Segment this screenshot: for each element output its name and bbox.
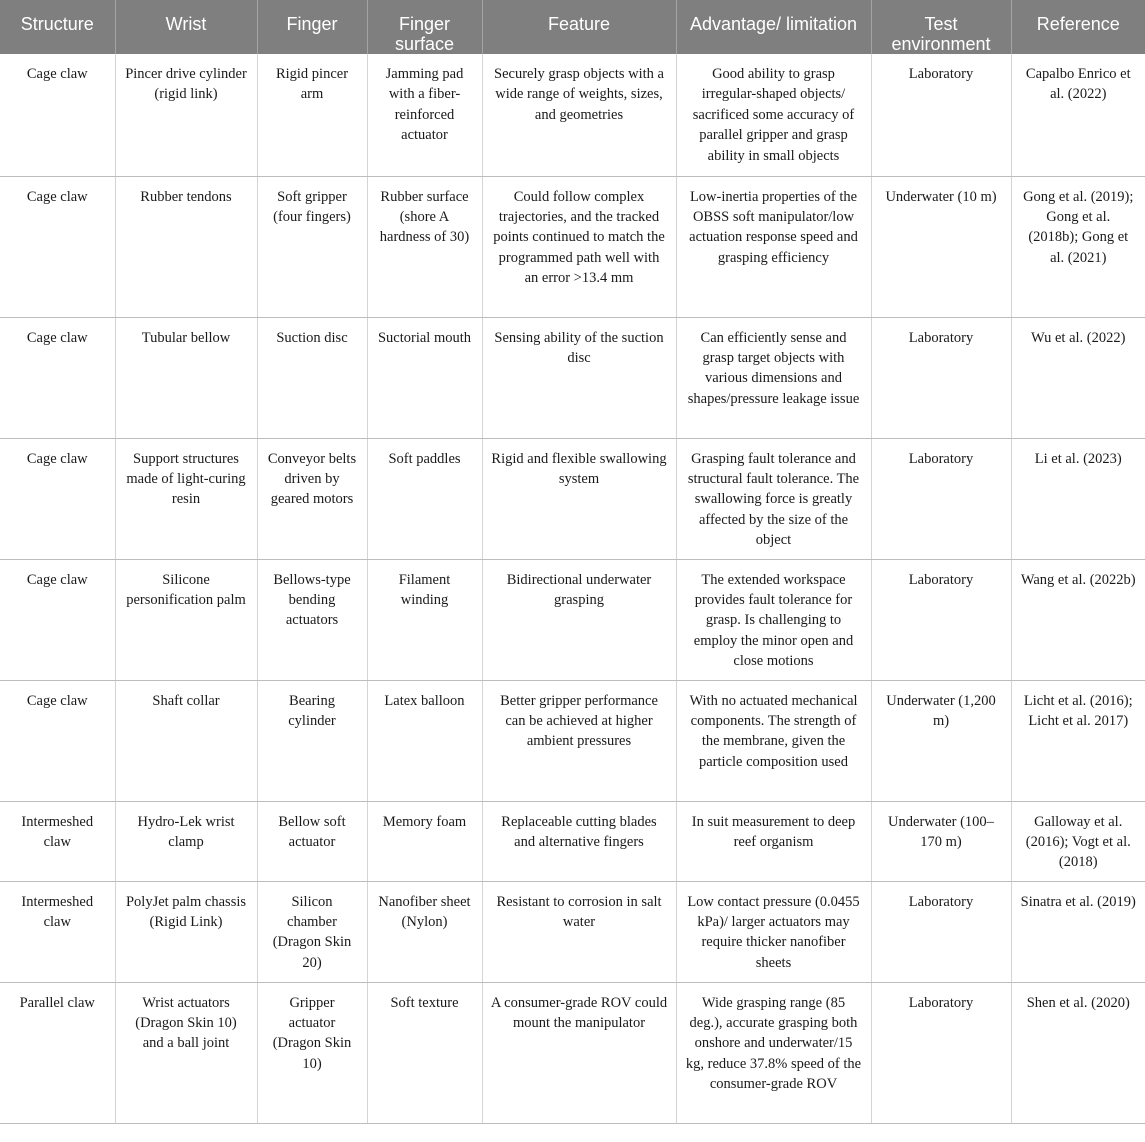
cell-wrist: Rubber tendons <box>115 176 257 317</box>
table-row <box>0 982 1145 1123</box>
cell-finger: Bellow soft actuator <box>257 801 367 881</box>
cell-finger: Rigid pincer arm <box>257 54 367 176</box>
cell-finger-surface: Latex balloon <box>367 680 482 801</box>
header-structure: Structure <box>0 0 115 54</box>
cell-finger: Bellows-type bending actuators <box>257 559 367 680</box>
cell-finger: Conveyor belts driven by geared motors <box>257 438 367 559</box>
cell-reference: Wu et al. (2022) <box>1011 317 1145 438</box>
header-advantage-limitation: Advantage/ limitation <box>676 0 871 54</box>
table-header <box>0 0 1145 54</box>
cell-finger-surface: Suctorial mouth <box>367 317 482 438</box>
table-row <box>0 680 1145 801</box>
header-finger: Finger <box>257 0 367 54</box>
cell-finger: Gripper actuator (Dragon Skin 10) <box>257 982 367 1123</box>
table-row <box>0 176 1145 317</box>
header-reference: Reference <box>1011 0 1145 54</box>
cell-finger-surface: Memory foam <box>367 801 482 881</box>
cell-wrist: Wrist actuators (Dragon Skin 10) and a ball joint <box>115 982 257 1123</box>
cell-reference: Gong et al. (2019); Gong et al. (2018b); Gong et al. (2021) <box>1011 176 1145 317</box>
cell-structure: Cage claw <box>0 559 115 680</box>
cell-test-environment: Underwater (1,200 m) <box>871 680 1011 801</box>
cell-finger: Silicon chamber (Dragon Skin 20) <box>257 881 367 982</box>
cell-structure: Cage claw <box>0 438 115 559</box>
cell-reference: Shen et al. (2020) <box>1011 982 1145 1123</box>
cell-finger-surface: Filament winding <box>367 559 482 680</box>
cell-wrist: Support structures made of light-curing resin <box>115 438 257 559</box>
cell-advantage-limitation: Wide grasping range (85 deg.), accurate grasping both onshore and underwater/15 kg, reduce 37.8% speed of the consumer-grade ROV <box>676 982 871 1123</box>
cell-reference: Capalbo Enrico et al. (2022) <box>1011 54 1145 176</box>
cell-advantage-limitation: With no actuated mechanical components. The strength of the membrane, given the particle composition used <box>676 680 871 801</box>
table-row <box>0 801 1145 881</box>
cell-reference: Wang et al. (2022b) <box>1011 559 1145 680</box>
cell-advantage-limitation: Low-inertia properties of the OBSS soft manipulator/low actuation response speed and grasping efficiency <box>676 176 871 317</box>
cell-structure: Cage claw <box>0 54 115 176</box>
cell-advantage-limitation: Can efficiently sense and grasp target objects with various dimensions and shapes/pressure leakage issue <box>676 317 871 438</box>
cell-reference: Galloway et al. (2016); Vogt et al. (2018) <box>1011 801 1145 881</box>
cell-test-environment: Underwater (100–170 m) <box>871 801 1011 881</box>
cell-structure: Cage claw <box>0 680 115 801</box>
cell-finger: Suction disc <box>257 317 367 438</box>
cell-feature: Resistant to corrosion in salt water <box>482 881 676 982</box>
cell-structure: Parallel claw <box>0 982 115 1123</box>
header-test-environment: Test environment <box>871 0 1011 54</box>
cell-advantage-limitation: Grasping fault tolerance and structural fault tolerance. The swallowing force is greatly affected by the size of the object <box>676 438 871 559</box>
cell-finger: Soft gripper (four fingers) <box>257 176 367 317</box>
cell-wrist: Tubular bellow <box>115 317 257 438</box>
header-feature: Feature <box>482 0 676 54</box>
cell-test-environment: Laboratory <box>871 438 1011 559</box>
cell-finger-surface: Soft paddles <box>367 438 482 559</box>
table-row <box>0 559 1145 680</box>
cell-test-environment: Laboratory <box>871 982 1011 1123</box>
cell-feature: Replaceable cutting blades and alternative fingers <box>482 801 676 881</box>
table-body <box>0 54 1145 1123</box>
cell-reference: Licht et al. (2016); Licht et al. 2017) <box>1011 680 1145 801</box>
cell-advantage-limitation: The extended workspace provides fault tolerance for grasp. Is challenging to employ the minor open and close motions <box>676 559 871 680</box>
table-row <box>0 54 1145 176</box>
cell-test-environment: Underwater (10 m) <box>871 176 1011 317</box>
cell-finger-surface: Jamming pad with a fiber-reinforced actuator <box>367 54 482 176</box>
cell-wrist: PolyJet palm chassis (Rigid Link) <box>115 881 257 982</box>
cell-feature: Sensing ability of the suction disc <box>482 317 676 438</box>
header-wrist: Wrist <box>115 0 257 54</box>
cell-structure: Intermeshed claw <box>0 801 115 881</box>
cell-feature: Bidirectional underwater grasping <box>482 559 676 680</box>
table-row <box>0 881 1145 982</box>
header-finger-surface: Finger surface <box>367 0 482 54</box>
cell-test-environment: Laboratory <box>871 881 1011 982</box>
table-row <box>0 438 1145 559</box>
cell-structure: Cage claw <box>0 176 115 317</box>
cell-finger-surface: Soft texture <box>367 982 482 1123</box>
cell-structure: Intermeshed claw <box>0 881 115 982</box>
cell-test-environment: Laboratory <box>871 559 1011 680</box>
cell-feature: Securely grasp objects with a wide range of weights, sizes, and geometries <box>482 54 676 176</box>
cell-feature: Better gripper performance can be achieved at higher ambient pressures <box>482 680 676 801</box>
cell-reference: Sinatra et al. (2019) <box>1011 881 1145 982</box>
cell-wrist: Pincer drive cylinder (rigid link) <box>115 54 257 176</box>
cell-test-environment: Laboratory <box>871 54 1011 176</box>
table-row <box>0 317 1145 438</box>
cell-advantage-limitation: Good ability to grasp irregular-shaped objects/ sacrificed some accuracy of parallel gripper and grasp ability in small objects <box>676 54 871 176</box>
cell-feature: A consumer-grade ROV could mount the manipulator <box>482 982 676 1123</box>
cell-test-environment: Laboratory <box>871 317 1011 438</box>
cell-feature: Could follow complex trajectories, and the tracked points continued to match the programmed path well with an error >13.4 mm <box>482 176 676 317</box>
cell-finger-surface: Rubber surface (shore A hardness of 30) <box>367 176 482 317</box>
cell-finger: Bearing cylinder <box>257 680 367 801</box>
cell-finger-surface: Nanofiber sheet (Nylon) <box>367 881 482 982</box>
cell-wrist: Hydro-Lek wrist clamp <box>115 801 257 881</box>
cell-structure: Cage claw <box>0 317 115 438</box>
cell-advantage-limitation: Low contact pressure (0.0455 kPa)/ larger actuators may require thicker nanofiber sheets <box>676 881 871 982</box>
header-row <box>0 0 1145 54</box>
cell-wrist: Silicone personification palm <box>115 559 257 680</box>
cell-advantage-limitation: In suit measurement to deep reef organism <box>676 801 871 881</box>
cell-reference: Li et al. (2023) <box>1011 438 1145 559</box>
cell-feature: Rigid and flexible swallowing system <box>482 438 676 559</box>
cell-wrist: Shaft collar <box>115 680 257 801</box>
